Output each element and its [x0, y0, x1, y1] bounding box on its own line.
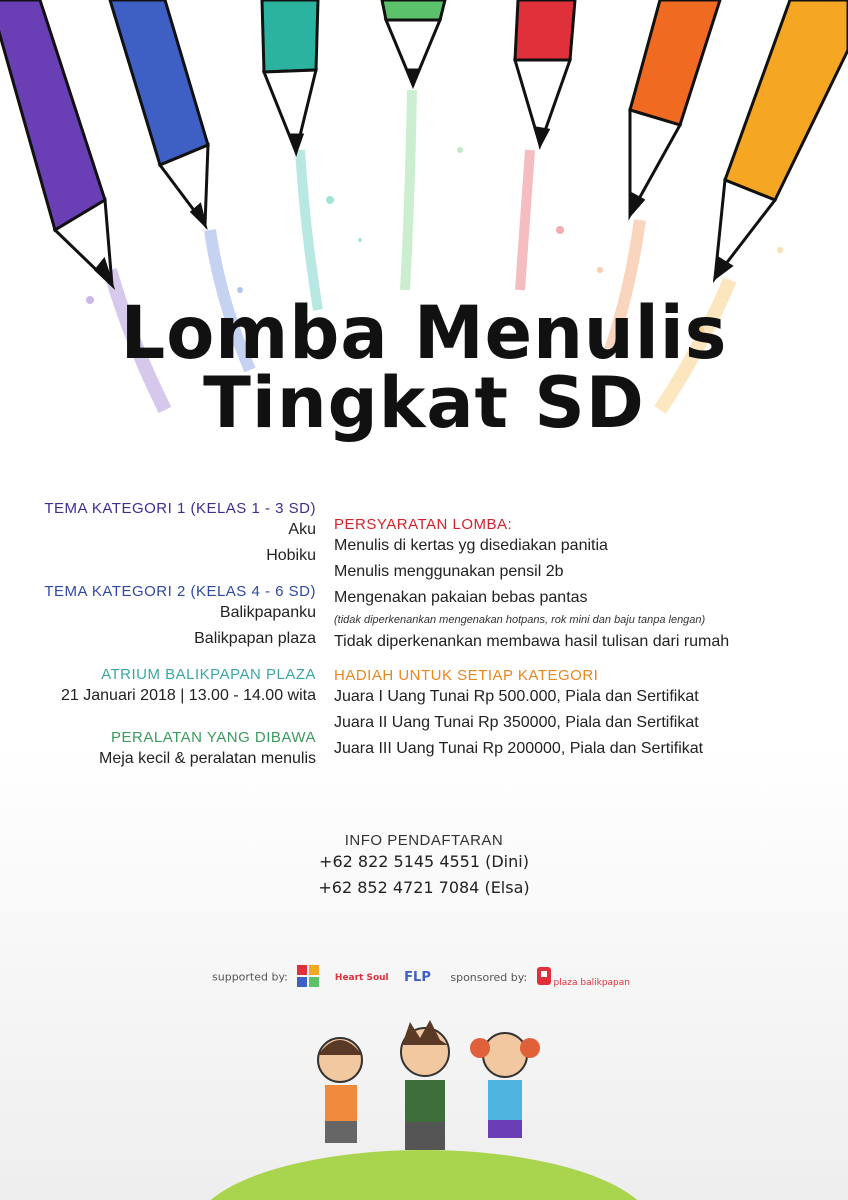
prize-heading: HADIAH UNTUK SETIAP KATEGORI: [334, 667, 599, 684]
requirement-item: Menulis menggunakan pensil 2b: [334, 563, 564, 580]
title-line-1: Lomba Menulis: [120, 289, 728, 377]
requirements-heading: PERSYARATAN LOMBA:: [334, 516, 513, 533]
category-1-heading: TEMA KATEGORI 1 (KELAS 1 - 3 SD): [44, 500, 316, 517]
green-streak: [405, 90, 412, 290]
registration-phone[interactable]: +62 852 4721 7084 (Elsa): [318, 878, 530, 897]
sponsor-bar: [0, 965, 848, 990]
registration-heading: INFO PENDAFTARAN: [344, 832, 504, 849]
heart-soul-logo: Heart Soul: [334, 972, 389, 983]
purple-pencil: [0, 0, 112, 285]
venue-time: 21 Januari 2018 | 13.00 - 14.00 wita: [61, 687, 316, 704]
plaza-logo-text: plaza balikpapan: [553, 978, 630, 988]
tools-heading: PERALATAN YANG DIBAWA: [111, 729, 316, 746]
requirement-item: Menulis di kertas yg disediakan panitia: [334, 537, 608, 554]
flp-logo: FLP: [404, 970, 431, 985]
grass-hill: [194, 1150, 654, 1200]
teal-pencil: [262, 0, 318, 152]
venue-heading: ATRIUM BALIKPAPAN PLAZA: [101, 666, 316, 683]
support-logo-icon: [297, 965, 319, 990]
green-pencil: [382, 0, 445, 85]
plaza-balikpapan-logo: [537, 967, 630, 988]
requirement-item: Tidak diperkenankan membawa hasil tulisan dari rumah: [334, 633, 730, 650]
prize-item: Juara II Uang Tunai Rp 350000, Piala dan Sertifikat: [334, 714, 699, 731]
right-column: [334, 516, 834, 762]
category-2-heading: TEMA KATEGORI 2 (KELAS 4 - 6 SD): [44, 583, 316, 600]
kids-illustration: [318, 1020, 540, 1150]
left-column: [0, 500, 316, 772]
orange-pencil: [630, 0, 720, 215]
title-line-2: Tingkat SD: [203, 362, 645, 444]
red-streak: [520, 150, 530, 290]
teal-streak: [300, 150, 318, 310]
registration-info: [0, 832, 848, 901]
yellow-pencil: [715, 0, 848, 278]
prize-item: Juara I Uang Tunai Rp 500.000, Piala dan Sertifikat: [334, 688, 699, 705]
registration-phone[interactable]: +62 822 5145 4551 (Dini): [319, 852, 529, 871]
requirement-item: Mengenakan pakaian bebas pantas: [334, 589, 588, 606]
plaza-p-icon: [537, 967, 551, 985]
requirement-note: (tidak diperkenankan mengenakan hotpans, rok mini dan baju tanpa lengan): [334, 614, 706, 626]
red-pencil: [515, 0, 575, 145]
tools-item: Meja kecil & peralatan menulis: [99, 750, 316, 767]
blue-pencil: [110, 0, 208, 225]
category-1-theme: Hobiku: [266, 547, 316, 564]
prize-item: Juara III Uang Tunai Rp 200000, Piala dan Sertifikat: [334, 740, 704, 757]
category-2-theme: Balikpapanku: [219, 604, 316, 621]
sponsored-label: sponsored by:: [450, 970, 528, 984]
supported-label: supported by:: [212, 970, 288, 984]
category-1-theme: Aku: [288, 521, 316, 538]
category-2-theme: Balikpapan plaza: [194, 630, 316, 647]
